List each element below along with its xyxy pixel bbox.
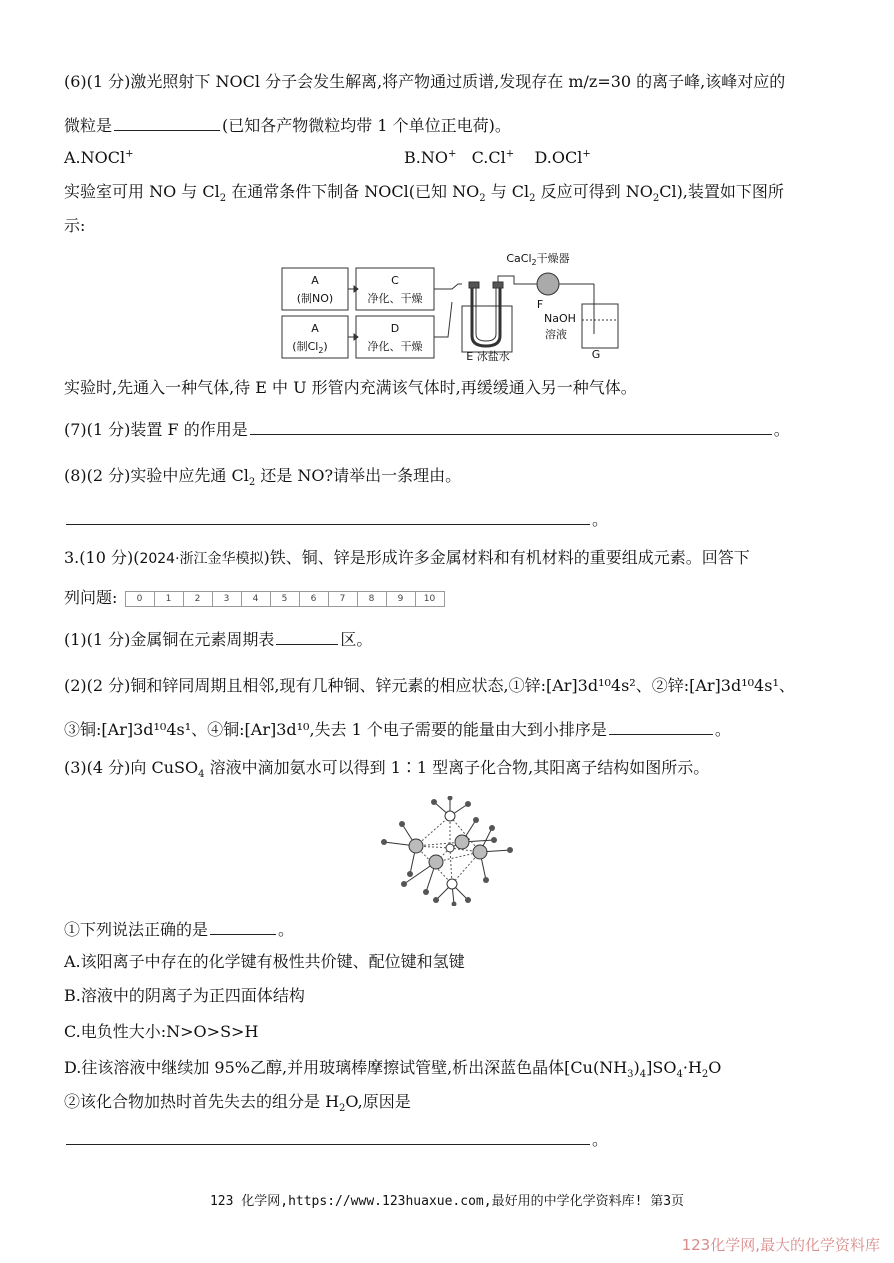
apparatus-diagram (276, 246, 626, 362)
q8-answer-line: 。 (64, 508, 608, 530)
q6-line1: (6)(1 分)激光照射下 NOCl 分子会发生解离,将产物通过质谱,发现存在 m/z=30 的离子峰,该峰对应的 (64, 72, 786, 91)
cation-structure-diagram (374, 796, 520, 906)
box-c-label: C (391, 274, 399, 287)
label-f: F (536, 298, 544, 311)
q3-part3: (3)(4 分)向 CuSO$_4$ 溶液中滴加氨水可以得到 1∶1 型离子化合物,其阳离子结构如图所示。 (64, 758, 710, 781)
box-d-label: D (390, 322, 400, 335)
answer-blank[interactable] (66, 508, 590, 525)
q3-heading-line2: 列问题: 0 1 2 3 4 5 6 7 8 9 10 (64, 588, 445, 608)
lab-intro-line1: 实验室可用 NO 与 $Cl_2$ 在通常条件下制备 NOCl(已知 $NO_2$ 与 $Cl_2$ 反应可得到 $NO_2Cl$),装置如下图所 (64, 182, 784, 205)
q6-options-right (404, 148, 591, 168)
q8: (8)(2 分)实验中应先通 $Cl_2$ 还是 NO?请举出一条理由。 (64, 466, 462, 489)
dryer-label: CaCl$_2$干燥器 (506, 252, 570, 267)
q6-options (64, 148, 134, 168)
q6-line2: 微粒是 (已知各产物微粒均带 1 个单位正电荷)。 (64, 116, 511, 135)
choice-d: D.往该溶液中继续加 95%乙醇,并用玻璃棒摩擦试管壁,析出深蓝色晶体$[Cu(NH_3)_4]SO_4\cdot H_2O$ (64, 1058, 722, 1081)
label-e: E 冰盐水 (466, 350, 510, 362)
score-boxes[interactable]: 0 1 2 3 4 5 6 7 8 9 10 (125, 591, 445, 607)
box-a2-label: A (311, 322, 319, 335)
page-footer: 123 化学网,https://www.123huaxue.com,最好用的中学化学资料库! 第3页 (209, 1194, 685, 1209)
q3-sub2: ②该化合物加热时首先失去的组分是 $H_2O$,原因是 (64, 1092, 411, 1115)
naoh-label: NaOH (544, 312, 576, 325)
choice-b: B.溶液中的阴离子为正四面体结构 (64, 986, 305, 1005)
naoh-sub: 溶液 (545, 328, 567, 341)
q7: (7)(1 分)装置 F 的作用是 。 (64, 420, 790, 439)
answer-blank[interactable] (250, 418, 772, 435)
choice-a: A.该阳离子中存在的化学键有极性共价键、配位键和氢键 (64, 952, 465, 971)
box-c-sub: 净化、干燥 (367, 292, 423, 305)
option-b: B.NO+ (404, 148, 457, 167)
box-a1-sub: (制NO) (296, 292, 334, 305)
answer-blank[interactable] (66, 1128, 590, 1145)
q3-sub1: ①下列说法正确的是 。 (64, 920, 295, 939)
q3-part1: (1)(1 分)金属铜在元素周期表 区。 (64, 630, 373, 649)
label-g: G (591, 348, 601, 361)
answer-blank[interactable] (276, 628, 338, 645)
watermark: 123化学网,最大的化学资料库 (681, 1236, 880, 1254)
q3-heading: 3.(10 分)(2024·浙江金华模拟)铁、铜、锌是形成许多金属材料和有机材料的重要组成元素。回答下 (64, 548, 750, 567)
beaker-g (582, 304, 618, 348)
q3-sub2-answer-line: 。 (64, 1128, 608, 1150)
box-a1-label: A (311, 274, 319, 287)
answer-blank[interactable] (609, 718, 713, 735)
q3-part2-line2: ③铜:[Ar]3d¹⁰4s¹、④铜:[Ar]3d¹⁰,失去 1 个电子需要的能量由大到小排序是 。 (64, 720, 731, 739)
lab-intro-line2: 示: (64, 216, 86, 235)
option-c: C.Cl+ (471, 148, 515, 167)
dryer-f (537, 273, 559, 295)
q3-part2-line1: (2)(2 分)铜和锌同周期且相邻,现有几种铜、锌元素的相应状态,①锌:[Ar]3d¹⁰4s²、②锌:[Ar]3d¹⁰4s¹、 (64, 676, 795, 695)
q3-source: 2024·浙江金华模拟 (139, 551, 264, 567)
answer-blank[interactable] (210, 918, 276, 935)
option-d: D.OCl+ (534, 148, 591, 167)
box-d-sub: 净化、干燥 (367, 340, 423, 353)
box-a2-sub: (制$Cl_2$) (292, 340, 328, 355)
choice-c: C.电负性大小:N>O>S>H (64, 1022, 259, 1041)
option-a: A.NOCl+ (64, 148, 134, 167)
lab-procedure: 实验时,先通入一种气体,待 E 中 U 形管内充满该气体时,再缓缓通入另一种气体。 (64, 378, 637, 397)
answer-blank[interactable] (114, 114, 220, 131)
